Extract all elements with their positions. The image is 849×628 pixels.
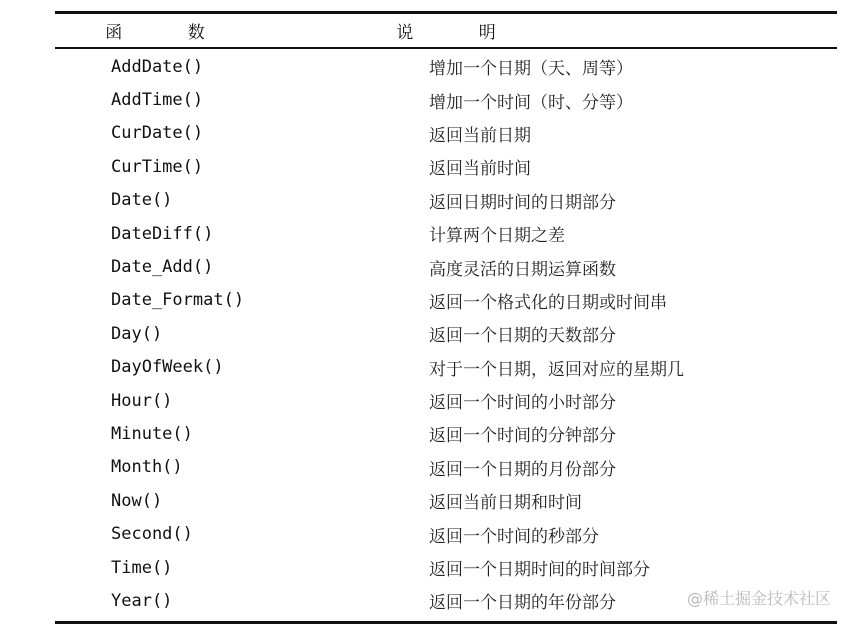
- table-row: [55, 384, 837, 417]
- table-body: [55, 49, 837, 621]
- function-description: 返回一个时间的小时部分: [429, 393, 616, 414]
- function-name: Date_Add(): [111, 257, 214, 278]
- table-row: [55, 551, 837, 584]
- header-description: 说 明: [396, 23, 526, 43]
- table-row: [55, 50, 837, 83]
- function-name: Year(): [111, 590, 173, 611]
- function-description: 返回一个日期时间的时间部分: [429, 560, 650, 581]
- date-functions-table: [55, 11, 837, 624]
- function-description: 返回当前日期和时间: [429, 493, 582, 514]
- function-description: 返回一个格式化的日期或时间串: [429, 292, 667, 313]
- table-bottom-rule: [55, 621, 837, 624]
- table-row: [55, 451, 837, 484]
- table-row: [55, 217, 837, 250]
- table-row: [55, 117, 837, 150]
- function-description: 返回一个日期的月份部分: [429, 459, 616, 480]
- table-header: [55, 14, 837, 47]
- function-description: 高度灵活的日期运算函数: [429, 259, 616, 280]
- function-name: DateDiff(): [111, 223, 214, 244]
- function-description: 增加一个日期（天、周等）: [429, 59, 633, 80]
- function-description: 返回日期时间的日期部分: [429, 192, 616, 213]
- table-row: [55, 351, 837, 384]
- table-row: [55, 250, 837, 283]
- function-description: 返回当前日期: [429, 125, 531, 146]
- function-description: 返回一个日期的年份部分: [429, 593, 616, 614]
- table-row: [55, 517, 837, 550]
- function-description: 计算两个日期之差: [429, 226, 565, 247]
- function-name: DayOfWeek(): [111, 357, 224, 378]
- function-name: Second(): [111, 524, 193, 545]
- function-name: CurDate(): [111, 123, 204, 144]
- function-name: Date_Format(): [111, 290, 245, 311]
- function-description: 返回一个时间的秒部分: [429, 526, 599, 547]
- function-name: Month(): [111, 457, 183, 478]
- function-name: Day(): [111, 323, 163, 344]
- function-name: Now(): [111, 490, 163, 511]
- function-description: 对于一个日期，返回对应的星期几: [429, 359, 684, 380]
- function-name: Minute(): [111, 423, 193, 444]
- table-row: [55, 417, 837, 450]
- table-row: [55, 284, 837, 317]
- function-description: 返回一个日期的天数部分: [429, 326, 616, 347]
- function-name: CurTime(): [111, 156, 204, 177]
- function-name: Date(): [111, 190, 173, 211]
- table-row: [55, 184, 837, 217]
- function-description: 增加一个时间（时、分等）: [429, 92, 633, 113]
- function-name: AddTime(): [111, 90, 204, 111]
- function-description: 返回当前时间: [429, 159, 531, 180]
- function-name: AddDate(): [111, 56, 204, 77]
- table-row: [55, 150, 837, 183]
- table-row: [55, 83, 837, 116]
- table-row: [55, 317, 837, 350]
- header-function: 函 数: [105, 23, 235, 43]
- table-row: [55, 484, 837, 517]
- function-name: Hour(): [111, 390, 173, 411]
- function-name: Time(): [111, 557, 173, 578]
- function-description: 返回一个时间的分钟部分: [429, 426, 616, 447]
- watermark: @稀土掘金技术社区: [686, 589, 831, 608]
